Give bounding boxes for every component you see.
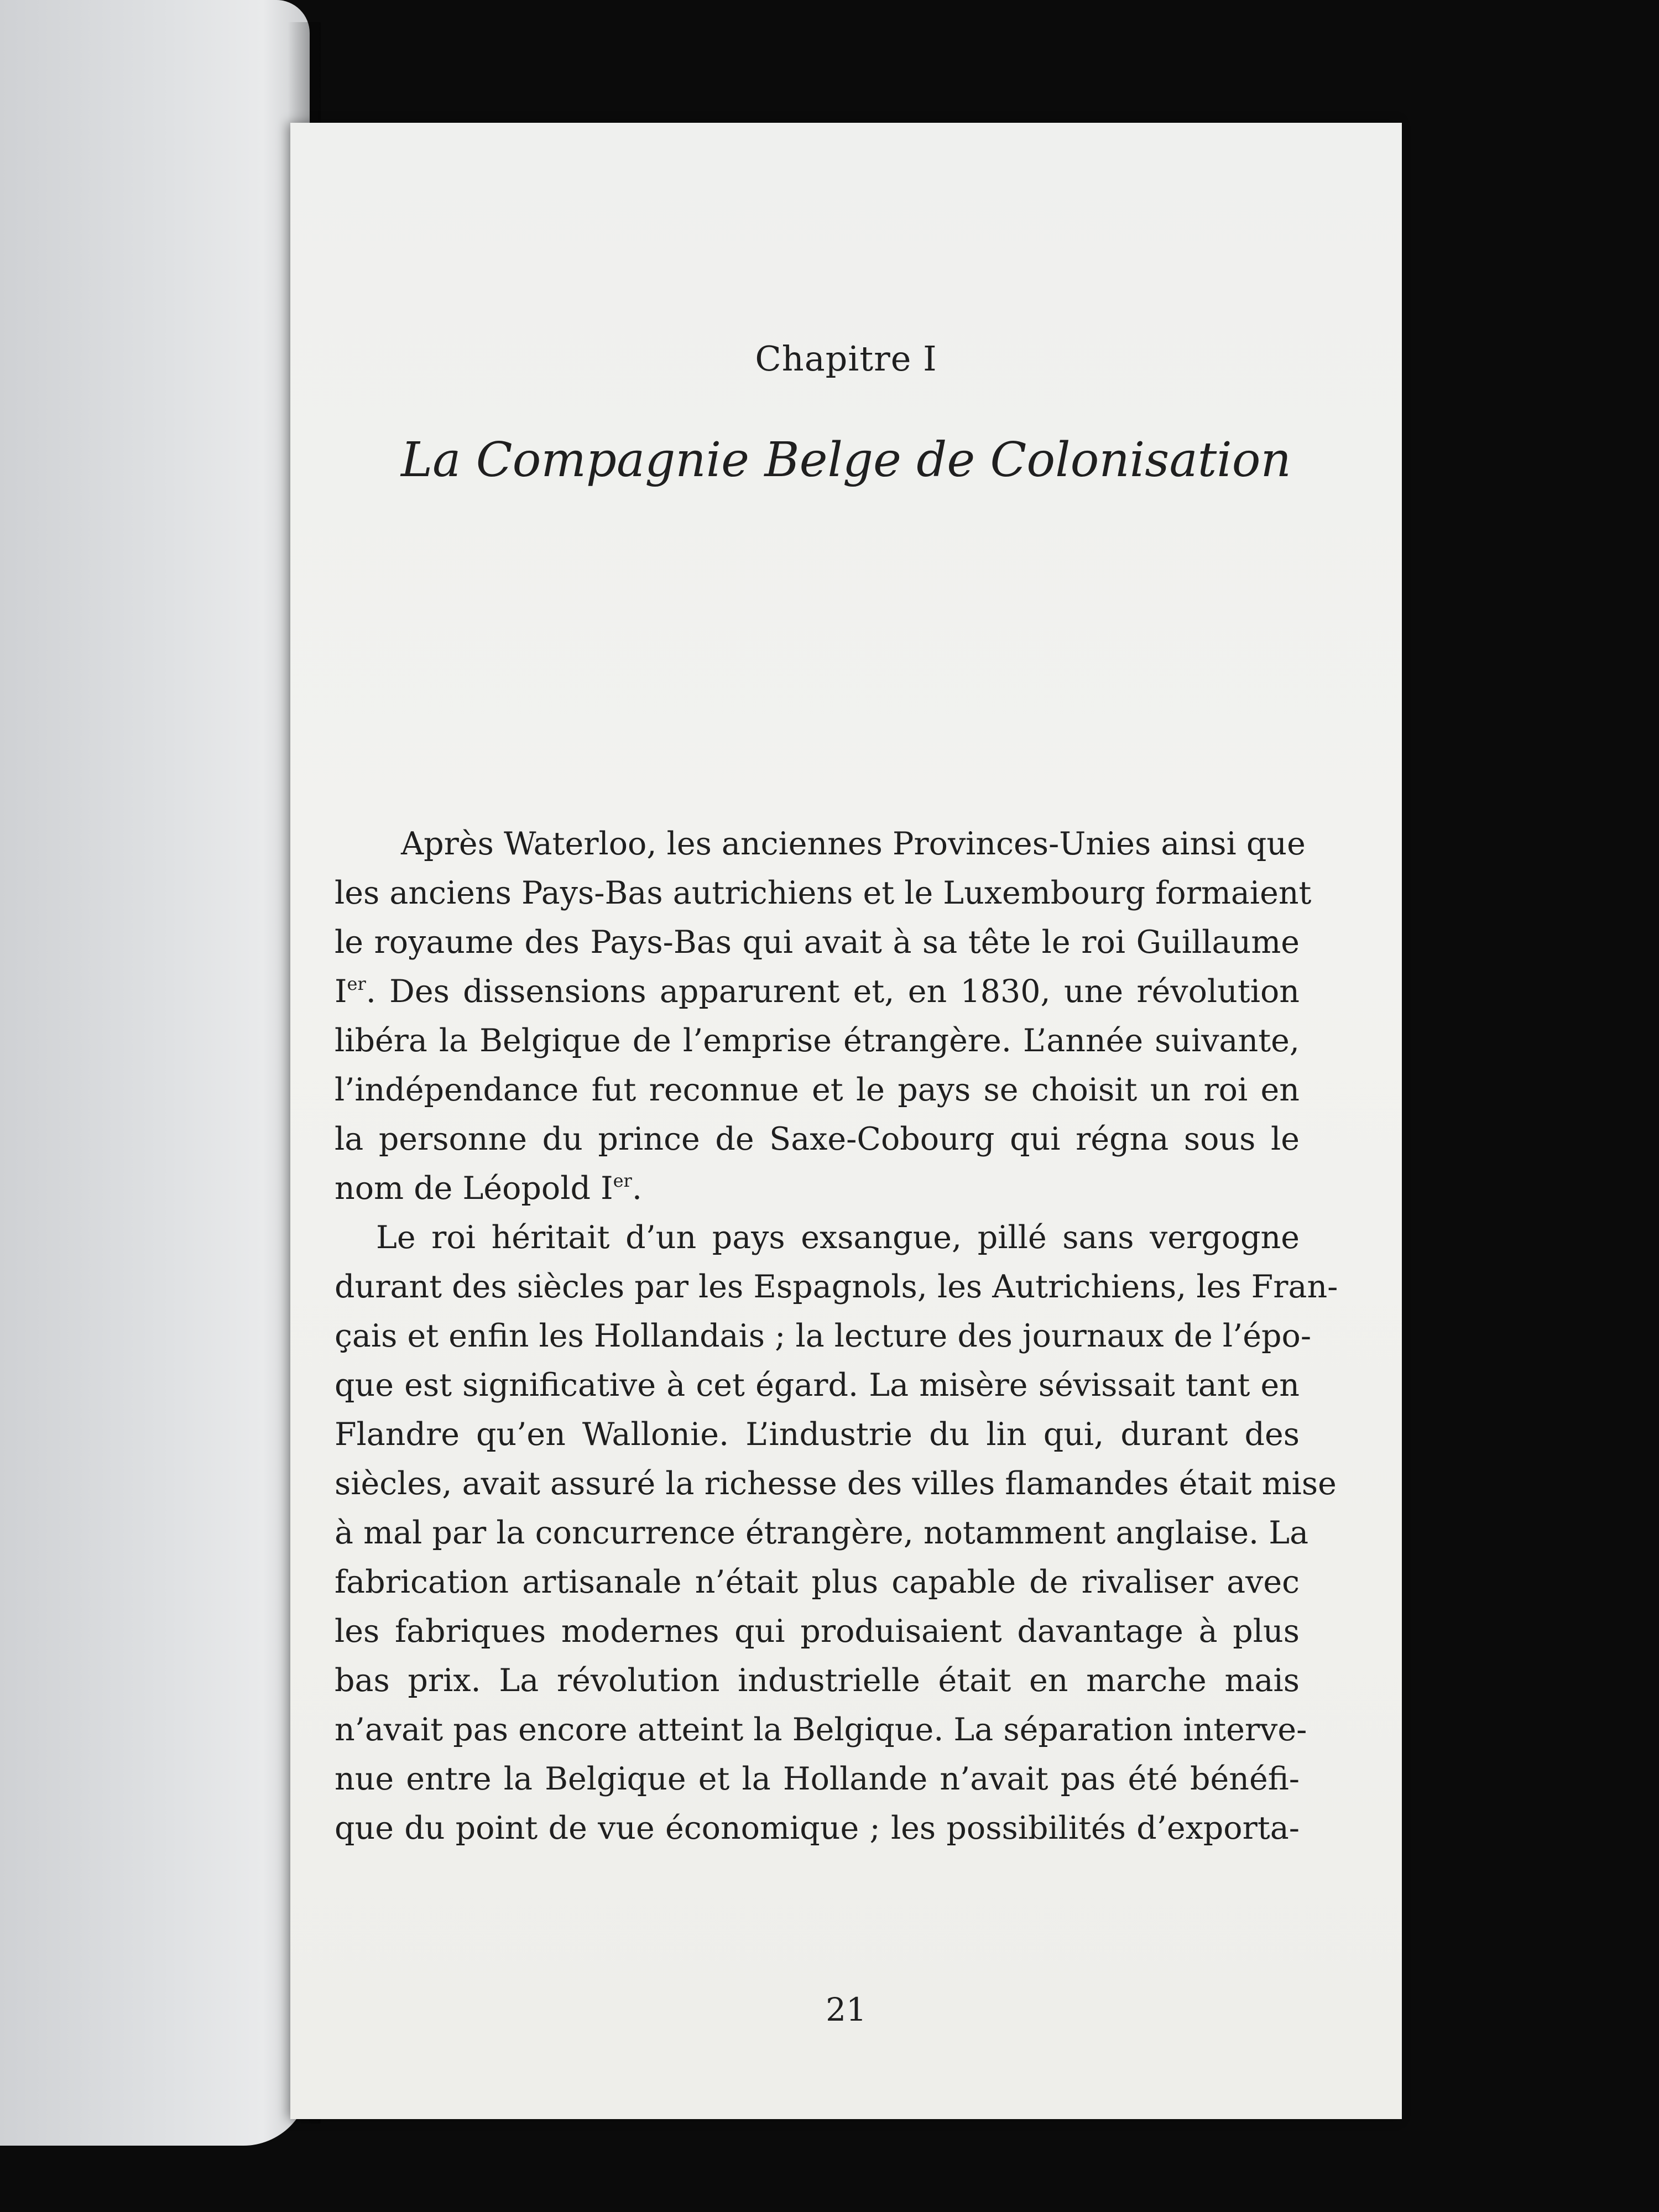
text-line: libéra la Belgique de l’emprise étrangère. L’année suivante,	[335, 1022, 1300, 1059]
superscript: er	[347, 973, 366, 994]
text-segment: nom de Léopold I	[335, 1170, 613, 1207]
text-line	[335, 967, 1300, 1016]
page-number: 21	[826, 1991, 867, 2028]
text-segment: . Des dissensions apparurent et, en 1830, une révolution	[366, 973, 1300, 1010]
text-line: le royaume des Pays-Bas qui avait à sa tête le roi Guillaume	[335, 924, 1300, 961]
text-line: bas prix. La révolution industrielle était en marche mais	[335, 1662, 1300, 1699]
text-line: les fabriques modernes qui produisaient davantage à plus	[335, 1613, 1300, 1650]
text-line	[335, 1164, 1300, 1213]
text-line: les anciens Pays-Bas autrichiens et le Luxembourg formaient	[335, 875, 1312, 911]
text-line: que est significative à cet égard. La misère sévissait tant en	[335, 1367, 1300, 1404]
text-line: Le roi héritait d’un pays exsangue, pillé sans vergogne	[376, 1219, 1300, 1256]
chapter-title: La Compagnie Belge de Colonisation	[401, 432, 1291, 488]
text-line: l’indépendance fut reconnue et le pays se choisit un roi en	[335, 1072, 1300, 1108]
text-line: fabrication artisanale n’était plus capable de rivaliser avec	[335, 1564, 1300, 1600]
text-line: n’avait pas encore atteint la Belgique. La séparation interve-	[335, 1712, 1307, 1748]
text-line: siècles, avait assuré la richesse des villes flamandes était mise	[335, 1465, 1337, 1502]
body-text	[335, 820, 1338, 1853]
text-line: çais et enfin les Hollandais ; la lecture des journaux de l’épo-	[335, 1318, 1312, 1354]
right-page	[290, 123, 1402, 2119]
text-line: que du point de vue économique ; les possibilités d’exporta-	[335, 1810, 1300, 1846]
roman-numeral: I	[335, 973, 347, 1010]
chapter-label: Chapitre I	[755, 338, 937, 379]
text-line: Flandre qu’en Wallonie. L’industrie du lin qui, durant des	[335, 1416, 1300, 1453]
left-page	[0, 0, 310, 2146]
text-segment: .	[632, 1170, 642, 1207]
text-line: à mal par la concurrence étrangère, notamment anglaise. La	[335, 1515, 1309, 1551]
text-line: durant des siècles par les Espagnols, les Autrichiens, les Fran-	[335, 1269, 1338, 1305]
superscript: er	[613, 1170, 632, 1191]
text-line: Après Waterloo, les anciennes Provinces-Unies ainsi que	[401, 826, 1306, 862]
text-line: nue entre la Belgique et la Hollande n’avait pas été bénéfi-	[335, 1761, 1300, 1797]
text-line: la personne du prince de Saxe-Cobourg qui régna sous le	[335, 1121, 1300, 1157]
page-content	[290, 123, 1402, 2119]
